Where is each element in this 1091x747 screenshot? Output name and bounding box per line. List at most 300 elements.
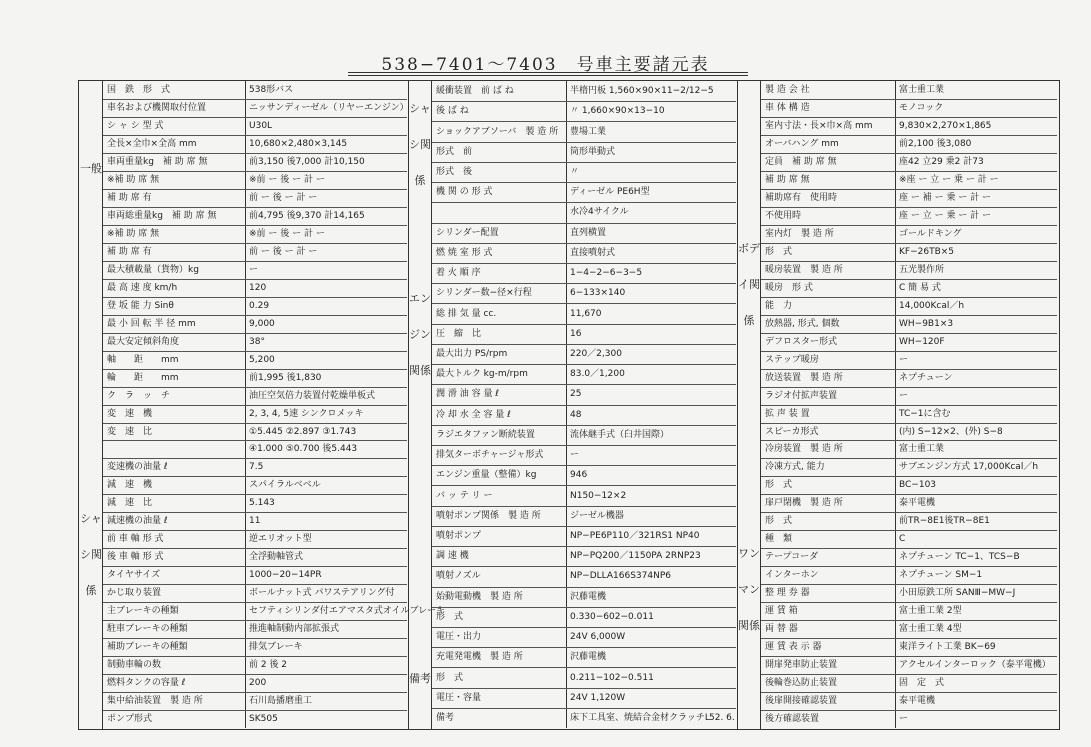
row-divider xyxy=(432,121,736,122)
col3-row-label: スピーカ形式 xyxy=(765,426,819,437)
col3-row-value: 富士重工業 xyxy=(899,444,945,455)
col3-row-label: 製 造 会 社 xyxy=(765,85,810,95)
row-divider xyxy=(432,425,736,426)
col1-row-label: 主ブレーキの種類 xyxy=(107,606,179,617)
col1-row-label: ※補 助 席 無 xyxy=(107,228,160,239)
col3-row-value: 五光製作所 xyxy=(899,264,945,275)
col2-row-label: 形式 前 xyxy=(436,146,473,157)
col1-row-label: 燃料タンクの容量 ℓ xyxy=(107,678,186,689)
row-divider xyxy=(761,710,1057,711)
col1-row-label: 最大安定傾斜角度 xyxy=(107,336,180,347)
col3-row-value: WH−9B1×3 xyxy=(899,318,954,329)
col1-row-label: 集中給油装置 製 造 所 xyxy=(107,696,203,706)
col2-row-value: 83.0／1,200 xyxy=(570,369,625,380)
col3-row-value: 座 ー 立 ー 乗 ー 計 ー xyxy=(899,210,992,221)
col2-row-value: 25 xyxy=(570,389,582,400)
row-divider xyxy=(432,405,736,406)
col3-row-label: 放熱器, 形式, 個数 xyxy=(765,318,840,329)
row-divider xyxy=(432,688,736,689)
row-divider xyxy=(761,638,1057,639)
col2-row-label: 最大出力 PS/rpm xyxy=(436,349,508,359)
col3-row-label: テープコーダ xyxy=(765,552,819,563)
col2-row-value: 48 xyxy=(570,409,582,420)
col1-row-label: ポンプ形式 xyxy=(107,714,153,724)
row-divider xyxy=(103,351,407,352)
col3-row-label: 形 式 xyxy=(765,246,793,257)
col3-row-label: 暖房 形 式 xyxy=(765,282,813,293)
col3-row-value: KF−26TB×5 xyxy=(899,246,955,257)
col2-row-label: 充電発電機 製 造 所 xyxy=(436,652,523,663)
row-divider xyxy=(761,548,1057,549)
col1-row-value: 逆エリオット型 xyxy=(249,534,312,545)
row-divider xyxy=(432,465,736,466)
col3-row-label: 拡 声 装 置 xyxy=(765,408,810,419)
col3-row-label: 形 式 xyxy=(765,516,793,527)
col2-row-label: 着 火 順 序 xyxy=(436,268,481,279)
col1-row-value: ※前 ー 後 ー 計 ー xyxy=(249,174,325,185)
col1-row-label: 国 鉄 形 式 xyxy=(107,85,171,95)
row-divider xyxy=(103,117,407,118)
row-divider xyxy=(761,351,1057,352)
col3-row-value: TC−1に含む xyxy=(899,408,951,419)
col3-row-label: ラジオ付拡声装置 xyxy=(765,390,838,401)
col2-row-value: 0.330−602−0.011 xyxy=(570,611,654,622)
col2-row-value: 〃 xyxy=(570,167,580,177)
col1-row-value: 200 xyxy=(249,678,267,689)
row-divider xyxy=(432,263,736,264)
col3-row-value: 座 ー 補 ー 乗 ー 計 ー xyxy=(899,192,992,203)
col1-row-label: 補 助 席 有 xyxy=(107,246,152,257)
section-wanman: ワンマン関係 xyxy=(738,547,760,632)
col1-row-value: 前 ー 後 ー 計 ー xyxy=(249,192,318,203)
col3-row-value: ネプチューン xyxy=(899,372,953,383)
row-divider xyxy=(761,476,1057,477)
row-divider xyxy=(432,526,736,527)
col1-row-label: 補 助 席 有 xyxy=(107,192,152,203)
row-divider xyxy=(761,387,1057,388)
row-divider xyxy=(103,189,407,190)
row-divider xyxy=(103,297,407,298)
col2-row-value: 11,670 xyxy=(570,308,602,319)
col2-row-label: 形 式 xyxy=(436,611,464,622)
row-divider xyxy=(103,692,407,693)
col1-row-value: SK505 xyxy=(249,714,278,724)
col2-row-value: 直列横置 xyxy=(570,227,607,238)
row-divider xyxy=(432,243,736,244)
col3-row-value: モノコック xyxy=(899,103,944,113)
row-divider xyxy=(103,405,407,406)
col1-row-value: 前 2 後 2 xyxy=(249,660,288,671)
row-divider xyxy=(103,440,407,441)
col3-row-label: 冷凍方式, 能力 xyxy=(765,462,825,473)
row-divider xyxy=(103,620,407,621)
col1-row-label: ク ラ ッ チ xyxy=(107,390,171,401)
col2-row-label: 総 排 気 量 cc. xyxy=(436,308,497,319)
row-divider xyxy=(432,566,736,567)
col3-row-label: 後方確認装置 xyxy=(765,714,820,724)
col3-row-value: アクセルインターロック（泰平電機） xyxy=(899,660,1051,671)
col1-row-label: ※補 助 席 無 xyxy=(107,174,160,185)
col1-row-label: 減 速 比 xyxy=(107,498,153,509)
row-divider xyxy=(103,315,407,316)
col2-row-label: 後 ば ね xyxy=(436,106,469,117)
row-divider xyxy=(103,584,407,585)
col1-row-value: 5.143 xyxy=(249,498,275,509)
col2-row-label: 噴射ノズル xyxy=(436,571,481,582)
col2-row-value: 直接噴射式 xyxy=(570,247,616,258)
row-divider xyxy=(761,369,1057,370)
row-divider xyxy=(432,506,736,507)
col1-row-value: 排気ブレーキ xyxy=(249,642,303,653)
col2-row-label: エンジン重量（整備）kg xyxy=(436,470,537,481)
col3-row-value: ー xyxy=(899,390,909,401)
col1-row-label: 変速機の油量 ℓ xyxy=(107,462,168,473)
col1-row-label: タイヤサイズ xyxy=(107,570,161,581)
col1-row-label: シ ャ シ 型 式 xyxy=(107,120,164,131)
row-divider xyxy=(103,566,407,567)
col1-row-label: 輪 距 mm xyxy=(107,372,179,383)
col1-row-label: 車両重量kg 補 助 席 無 xyxy=(107,156,208,167)
col2-row-label: 始動電動機 製 造 所 xyxy=(436,591,523,602)
col1-row-value: 油圧空気倍力装置付乾燥単板式 xyxy=(249,390,376,401)
col1-row-value: 2, 3, 4, 5速 シンクロメッキ xyxy=(249,408,364,419)
col1-row-label: 軸 距 mm xyxy=(107,354,179,365)
row-divider xyxy=(103,494,407,495)
row-divider xyxy=(761,243,1057,244)
col3-row-label: 車 体 構 造 xyxy=(765,103,810,113)
col2-row-value: 半楕円板 1,560×90×11−2/12−5 xyxy=(570,86,714,97)
col3-row-label: 冷房装置 製 造 所 xyxy=(765,444,843,455)
col2-row-value: 沢藤電機 xyxy=(570,591,607,602)
col2-row-value: NP−PQ200／1150PA 2RNP23 xyxy=(570,551,701,562)
row-divider xyxy=(432,607,736,608)
row-divider xyxy=(761,458,1057,459)
col3-row-label: 定員 補 助 席 無 xyxy=(765,156,837,167)
col2-row-label: 噴射ポンプ関係 製 造 所 xyxy=(436,510,541,521)
col2-row-value: 〃 1,660×90×13−10 xyxy=(570,106,665,117)
col3-row-value: BC−103 xyxy=(899,480,937,491)
col1-row-value: 0.29 xyxy=(249,300,270,311)
row-divider xyxy=(761,440,1057,441)
col2-row-value: 1−4−2−6−3−5 xyxy=(570,268,643,279)
col1-row-value: ニッサンディーゼル（リヤーエンジン） xyxy=(249,103,409,113)
section-engine: エンジン関係 xyxy=(409,292,431,377)
col1-row-value: セフティシリンダ付エアマスタ式オイルブレーキ xyxy=(249,606,446,617)
col1-row-value: 10,680×2,480×3,145 xyxy=(249,138,348,149)
row-divider xyxy=(432,202,736,203)
row-divider xyxy=(432,364,736,365)
col2-row-label: 電圧・出力 xyxy=(436,632,482,642)
row-divider xyxy=(761,620,1057,621)
row-divider xyxy=(432,708,736,709)
col2-row-label: 燃 焼 室 形 式 xyxy=(436,247,493,258)
row-divider xyxy=(432,667,736,668)
col1-row-value: 前1,995 後1,830 xyxy=(249,372,322,383)
col2-row-label: 排気ターボチャージャ形式 xyxy=(436,450,544,460)
col1-row-value: 石川島播磨重工 xyxy=(249,696,313,706)
row-divider xyxy=(761,207,1057,208)
row-divider xyxy=(103,548,407,549)
section-chassis: シャシ関係 xyxy=(80,512,102,597)
page-title: 538−7401〜7403 号車主要諸元表 xyxy=(381,55,710,75)
title-underline-second xyxy=(348,75,748,76)
col2-row-value: 220／2,300 xyxy=(570,349,622,359)
col3-row-value: 前2,100 後3,080 xyxy=(899,138,972,149)
col3-row-label: 運 賃 表 示 器 xyxy=(765,642,822,653)
col3-row-value: 14,000Kcal／h xyxy=(899,300,965,311)
col2-row-value: 0.211−102−0.511 xyxy=(570,672,654,683)
col3-row-label: インターホン xyxy=(765,570,819,581)
col1-row-label: 登 坂 能 力 Sinθ xyxy=(107,300,174,311)
col3-row-label: デフロスター形式 xyxy=(765,336,838,347)
col3-row-label: 後輪巻込防止装置 xyxy=(765,678,838,689)
col3-row-value: ー xyxy=(899,714,909,724)
col1-row-value: 全浮動軸管式 xyxy=(249,552,304,563)
row-divider xyxy=(761,584,1057,585)
row-divider xyxy=(761,261,1057,262)
col2-row-value: 24V 6,000W xyxy=(570,632,626,642)
col2-row-value: 946 xyxy=(570,470,588,481)
col1-row-label: 減速機の油量 ℓ xyxy=(107,516,168,527)
row-divider xyxy=(761,656,1057,657)
col3-row-label: 種 類 xyxy=(765,534,793,545)
col3-row-value: サブエンジン方式 17,000Kcal／h xyxy=(899,462,1039,473)
col1-row-value: 前4,795 後9,370 計14,165 xyxy=(249,210,365,221)
row-divider xyxy=(432,546,736,547)
row-divider xyxy=(103,638,407,639)
col1-row-value: 5,200 xyxy=(249,354,275,365)
row-divider xyxy=(761,153,1057,154)
col1-row-label: 後 車 軸 形 式 xyxy=(107,552,164,563)
col3-row-value: C 簡 易 式 xyxy=(899,282,941,293)
col2-row-value: 24V 1,120W xyxy=(570,692,626,703)
col1-row-label: 制動車輪の数 xyxy=(107,660,162,671)
col3-row-value: C xyxy=(899,534,906,545)
col3-row-value: WH−120F xyxy=(899,336,945,347)
col3-row-value: ※座 ー 立 ー 乗 ー 計 ー xyxy=(899,174,999,185)
col3-row-label: 形 式 xyxy=(765,480,793,491)
col1-row-label: 最 高 速 度 km/h xyxy=(107,282,178,293)
col3-row-value: (内) S−12×2、(外) S−8 xyxy=(899,426,1003,437)
col3-row-value: ネプチューン TC−1、TCS−B xyxy=(899,552,1020,563)
row-divider xyxy=(103,99,407,100)
col1-row-value: 前3,150 後7,000 計10,150 xyxy=(249,156,365,167)
row-divider xyxy=(432,162,736,163)
col2-row-value: ー xyxy=(570,450,580,460)
row-divider xyxy=(432,142,736,143)
row-divider xyxy=(103,153,407,154)
col3-row-label: ステップ暖房 xyxy=(765,354,819,365)
row-divider xyxy=(103,602,407,603)
col1-row-value: 9,000 xyxy=(249,318,275,329)
row-divider xyxy=(761,566,1057,567)
section-body: ボデイ関係 xyxy=(738,242,760,327)
col3-row-label: 開扉発車防止装置 xyxy=(765,660,838,671)
col3-row-value: ゴールドキング xyxy=(899,228,962,239)
row-divider xyxy=(432,223,736,224)
col1-row-label: 駐車ブレーキの種類 xyxy=(107,624,188,635)
col2-row-label: 形 式 xyxy=(436,672,464,683)
row-divider xyxy=(103,512,407,513)
row-divider xyxy=(103,530,407,531)
row-divider xyxy=(103,423,407,424)
col1-row-value: U30L xyxy=(249,120,273,131)
col1-row-label: かじ取り装置 xyxy=(107,588,162,599)
row-divider xyxy=(432,182,736,183)
col1-row-label: 全長×全巾×全高 mm xyxy=(107,138,197,149)
col1-row-value: 538形バス xyxy=(249,85,294,95)
col1-row-label: 車名および機関取付位置 xyxy=(107,103,207,113)
col3-row-label: 室内灯 製 造 所 xyxy=(765,228,834,239)
col2-row-label: 最大トルク kg-m/rpm xyxy=(436,369,528,380)
col1-row-value: 7.5 xyxy=(249,462,264,473)
col3-row-value: 富士重工業 2型 xyxy=(899,606,962,617)
col1-row-value: スパイラルベベル xyxy=(249,480,321,491)
row-divider xyxy=(761,423,1057,424)
col2-row-label: 圧 縮 比 xyxy=(436,328,482,339)
row-divider xyxy=(103,369,407,370)
col1-row-value: 推進軸制動内部拡張式 xyxy=(249,624,340,635)
col3-row-value: 泰平電機 xyxy=(899,696,936,706)
row-divider xyxy=(432,627,736,628)
row-divider xyxy=(761,602,1057,603)
row-divider xyxy=(761,674,1057,675)
col1-row-label: 変 速 機 xyxy=(107,408,153,419)
col3-row-label: 両 替 器 xyxy=(765,624,798,635)
col2-row-label: 緩衝装置 前 ば ね xyxy=(436,86,514,97)
col3-row-label: 室内寸法・長×巾×高 mm xyxy=(765,120,873,131)
col3-row-value: 東洋ライト工業 BK−69 xyxy=(899,642,996,653)
row-divider xyxy=(103,476,407,477)
row-divider xyxy=(432,587,736,588)
row-divider xyxy=(761,225,1057,226)
row-divider xyxy=(103,207,407,208)
row-divider xyxy=(761,279,1057,280)
row-divider xyxy=(761,171,1057,172)
col1-row-value: ①5.445 ②2.897 ③1.743 xyxy=(249,426,357,437)
col3-row-label: 整 理 券 器 xyxy=(765,588,810,599)
col2-row-value: 筒形単動式 xyxy=(570,146,616,157)
col2-row-label: ラジエタファン断続装置 xyxy=(436,429,535,440)
row-divider xyxy=(432,344,736,345)
row-divider xyxy=(432,324,736,325)
col2-row-label: 備考 xyxy=(436,712,455,723)
row-divider xyxy=(103,710,407,711)
col2-row-value: 16 xyxy=(570,328,582,339)
row-divider xyxy=(103,333,407,334)
row-divider xyxy=(103,674,407,675)
row-divider xyxy=(103,225,407,226)
row-divider xyxy=(432,384,736,385)
col1-row-label: 最大積載量（貨物）kg xyxy=(107,264,199,275)
row-divider xyxy=(761,135,1057,136)
issue-date: 52. 6. xyxy=(709,713,735,723)
col3-row-label: 不使用時 xyxy=(765,210,802,221)
col1-row-value: 38° xyxy=(249,336,265,347)
col2-row-label: 調 速 機 xyxy=(436,551,469,562)
col1-row-value: 前 ー 後 ー 計 ー xyxy=(249,246,318,257)
col3-row-value: 前TR−8E1後TR−8E1 xyxy=(899,516,990,527)
col1-row-label: 補助ブレーキの種類 xyxy=(107,642,188,653)
row-divider xyxy=(761,530,1057,531)
col2-row-value: NP−PE6P110／321RS1 NP40 xyxy=(570,530,700,541)
col3-row-value: 小田原鉄工所 SANⅢ−MW−J xyxy=(899,588,1016,599)
col1-row-label: 変 速 比 xyxy=(107,426,153,437)
title-underline xyxy=(348,72,748,73)
col2-row-value: 6−133×140 xyxy=(570,288,626,299)
row-divider xyxy=(103,135,407,136)
col2-row-value: 流体継手式（臼井国際） xyxy=(570,429,670,440)
col1-row-value: 1000−20−14PR xyxy=(249,570,322,581)
col2-row-value: 床下工具室、焼結合金材クラッチL xyxy=(570,712,710,723)
row-divider xyxy=(432,647,736,648)
col3-row-value: 9,830×2,270×1,865 xyxy=(899,120,992,131)
spec-sheet xyxy=(78,80,1060,730)
col3-row-label: 運 賃 箱 xyxy=(765,606,798,617)
row-divider xyxy=(761,512,1057,513)
col1-row-value: ー xyxy=(249,264,259,275)
row-divider xyxy=(761,692,1057,693)
col3-row-label: 能 力 xyxy=(765,300,793,311)
col2-row-value: ディーゼル PE6H型 xyxy=(570,187,650,198)
col2-row-label: 噴射ポンプ xyxy=(436,530,482,541)
col2-row-value: 水冷4サイクル xyxy=(570,207,629,218)
col1-row-value: ④1.000 ⑤0.700 後5.443 xyxy=(249,444,358,455)
row-divider xyxy=(761,189,1057,190)
row-divider xyxy=(432,101,736,102)
row-divider xyxy=(103,261,407,262)
row-divider xyxy=(103,171,407,172)
col3-row-label: 補 助 席 無 xyxy=(765,174,810,185)
col3-row-label: 暖房装置 製 造 所 xyxy=(765,264,843,275)
row-divider xyxy=(761,405,1057,406)
col1-row-value: 120 xyxy=(249,282,267,293)
col3-row-value: 固 定 式 xyxy=(899,678,945,689)
row-divider xyxy=(103,279,407,280)
col3-row-label: 補助席有 使用時 xyxy=(765,192,838,203)
col1-row-value: 11 xyxy=(249,516,261,527)
row-divider xyxy=(761,99,1057,100)
row-divider xyxy=(432,485,736,486)
row-divider xyxy=(432,303,736,304)
col3-row-value: 富士重工業 4型 xyxy=(899,624,962,635)
col2-row-value: 沢藤電機 xyxy=(570,652,607,663)
row-divider xyxy=(432,445,736,446)
row-divider xyxy=(761,494,1057,495)
col1-row-value: ボールナット式 パワステアリング付 xyxy=(249,588,395,599)
row-divider xyxy=(103,387,407,388)
col2-row-value: N150−12×2 xyxy=(570,490,627,501)
col2-row-label: 電圧・容量 xyxy=(436,692,482,703)
row-divider xyxy=(103,243,407,244)
col2-row-value: 豊場工業 xyxy=(570,126,607,137)
row-divider xyxy=(761,333,1057,334)
col3-row-value: 泰平電機 xyxy=(899,498,936,509)
col1-row-value: ※前 ー 後 ー 計 ー xyxy=(249,228,325,239)
col3-row-label: 放送装置 製 造 所 xyxy=(765,372,843,383)
col1-row-label: 前 車 軸 形 式 xyxy=(107,534,164,545)
row-divider xyxy=(761,117,1057,118)
row-divider xyxy=(761,297,1057,298)
col3-row-label: 後扉開接確認装置 xyxy=(765,696,838,706)
row-divider xyxy=(103,458,407,459)
col2-row-label: 機 関 の 形 式 xyxy=(436,187,493,198)
col3-row-label: オーバハング mm xyxy=(765,138,839,149)
col1-row-label: 最 小 回 転 半 径 mm xyxy=(107,318,196,329)
col2-row-value: ジーゼル機器 xyxy=(570,510,624,521)
col2-row-label: シリンダー配置 xyxy=(436,227,499,238)
col2-row-label: 形式 後 xyxy=(436,167,473,177)
